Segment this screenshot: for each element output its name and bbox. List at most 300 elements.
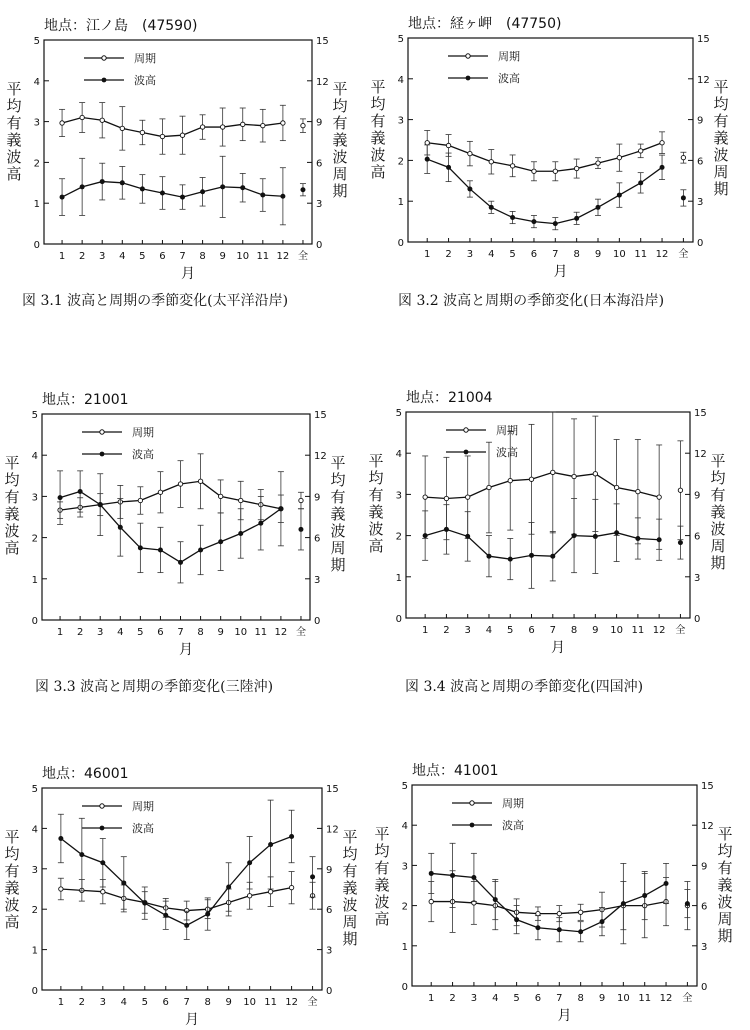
x-tick-label: 3 — [99, 251, 106, 262]
right-axis-label-char: 有 — [717, 859, 733, 877]
x-tick-label: 2 — [445, 249, 452, 260]
period-point — [218, 494, 222, 498]
x-tick-label: 4 — [488, 249, 495, 260]
left-tick-label: 4 — [31, 451, 38, 463]
height-point — [178, 560, 183, 565]
chart-panel-5 — [4, 765, 357, 1028]
right-tick-label: 3 — [326, 945, 333, 957]
left-axis-label-char: 有 — [4, 488, 20, 506]
x-tick-label: 10 — [610, 625, 623, 636]
right-tick-label: 3 — [314, 574, 321, 586]
period-point — [578, 910, 582, 914]
x-tick-label: 全 — [678, 249, 689, 260]
left-tick-label: 0 — [397, 238, 404, 249]
right-tick-label: 12 — [314, 451, 327, 463]
height-point — [160, 191, 165, 196]
left-axis-label-char: 平 — [368, 452, 384, 470]
height-point — [268, 842, 273, 847]
right-tick-label: 0 — [694, 614, 701, 625]
period-point — [299, 498, 303, 502]
left-tick-label: 5 — [395, 408, 402, 419]
figure-caption-3-1: 図 3.1 波高と周期の季節変化(太平洋沿岸) — [22, 293, 289, 309]
x-tick-label: 8 — [577, 993, 584, 1004]
x-tick-label: 1 — [428, 993, 435, 1004]
x-tick-label: 10 — [612, 249, 626, 260]
x-tick-label: 2 — [78, 997, 86, 1008]
right-axis-label-char: 期 — [330, 556, 346, 574]
plot-frame — [412, 785, 697, 986]
left-tick-label: 2 — [395, 531, 402, 543]
right-tick-label: 15 — [314, 410, 327, 421]
right-tick-label: 15 — [697, 34, 710, 45]
height-point — [600, 919, 605, 924]
height-point — [664, 881, 669, 886]
site-title: 地点：46001 — [42, 766, 129, 782]
period-point — [660, 141, 664, 145]
height-point — [60, 195, 65, 200]
right-axis-label-char: 有 — [332, 114, 348, 132]
height-point — [471, 875, 476, 880]
height-series-line — [61, 836, 292, 925]
left-axis-label-char: 均 — [368, 469, 384, 487]
right-tick-label: 0 — [697, 238, 704, 249]
height-point — [574, 216, 579, 221]
x-tick-label: 7 — [556, 993, 563, 1004]
x-tick-label: 1 — [58, 251, 66, 262]
x-tick-label: 3 — [464, 625, 471, 636]
period-point — [261, 123, 265, 127]
right-axis-label-char: 期 — [710, 554, 726, 572]
legend-period-marker — [100, 430, 104, 434]
right-tick-label: 0 — [701, 982, 708, 993]
height-point — [446, 165, 451, 170]
left-axis-label-char: 波 — [4, 522, 20, 540]
left-tick-label: 0 — [31, 986, 38, 997]
right-axis-label-char: 均 — [713, 95, 729, 113]
right-tick-label: 12 — [694, 449, 707, 461]
height-point — [660, 165, 665, 170]
left-tick-label: 1 — [401, 941, 408, 953]
height-point — [614, 530, 619, 535]
left-axis-label-char: 平 — [4, 828, 20, 846]
left-axis-label-char: 義 — [370, 129, 386, 147]
legend-period-label: 周期 — [502, 797, 524, 810]
figure-caption-3-2: 図 3.2 波高と周期の季節変化(日本海沿岸) — [398, 293, 665, 309]
right-axis-label-char: 周 — [332, 165, 348, 183]
height-point — [138, 545, 143, 550]
left-tick-label: 0 — [401, 982, 408, 993]
legend-height-marker — [466, 76, 471, 81]
period-point — [180, 133, 184, 137]
height-point — [289, 834, 294, 839]
height-point — [450, 873, 455, 878]
x-tick-label: 8 — [573, 249, 580, 260]
right-tick-label: 9 — [697, 115, 704, 127]
left-axis-label-char: 平 — [374, 825, 390, 843]
height-point — [508, 557, 513, 562]
left-axis-label-char: 平 — [4, 454, 20, 472]
legend-height-label: 波高 — [496, 446, 518, 459]
right-tick-label: 12 — [697, 74, 710, 86]
right-axis-label-char: 期 — [713, 180, 729, 198]
height-point — [300, 187, 305, 192]
right-axis-label-char: 波 — [717, 893, 733, 911]
x-axis-label: 月 — [181, 266, 195, 282]
left-tick-label: 4 — [31, 824, 38, 836]
right-tick-label: 12 — [316, 76, 329, 88]
right-tick-label: 3 — [701, 941, 708, 953]
legend-height-label: 波高 — [132, 822, 154, 835]
legend-period-marker — [464, 428, 468, 432]
left-tick-label: 4 — [401, 821, 408, 833]
left-tick-label: 1 — [395, 572, 402, 584]
height-point — [220, 184, 225, 189]
right-tick-label: 6 — [694, 531, 701, 543]
x-tick-label: 3 — [470, 993, 478, 1004]
height-point — [444, 527, 449, 532]
legend-height-label: 波高 — [134, 74, 156, 87]
x-axis-label: 月 — [551, 640, 565, 656]
x-tick-label: 5 — [141, 997, 148, 1008]
x-tick-label: 12 — [285, 997, 298, 1008]
legend-period-marker — [470, 801, 474, 805]
height-point — [593, 534, 598, 539]
x-tick-label: 8 — [204, 997, 211, 1008]
left-tick-label: 1 — [31, 574, 38, 586]
right-tick-label: 9 — [694, 490, 701, 502]
x-tick-label: 全 — [295, 627, 306, 638]
period-point — [198, 479, 202, 483]
x-tick-label: 7 — [183, 997, 190, 1008]
x-tick-label: 4 — [120, 997, 127, 1008]
period-point — [468, 151, 472, 155]
x-tick-label: 2 — [78, 251, 86, 262]
period-series-line — [61, 888, 292, 911]
left-tick-label: 5 — [401, 781, 408, 792]
period-point — [557, 911, 561, 915]
legend-period-marker — [466, 54, 470, 58]
left-axis-label-char: 有 — [374, 859, 390, 877]
x-tick-label: 3 — [466, 249, 474, 260]
height-point — [100, 860, 105, 865]
height-point — [550, 554, 555, 559]
height-point — [529, 553, 534, 558]
x-tick-label: 12 — [659, 993, 673, 1004]
right-axis-label-char: 波 — [330, 522, 346, 540]
period-series-line — [425, 472, 659, 498]
period-point — [200, 125, 204, 129]
x-tick-label: 1 — [424, 249, 431, 260]
chart-panel-1 — [6, 17, 347, 282]
x-tick-label: 10 — [243, 997, 257, 1008]
period-point — [446, 143, 450, 147]
right-tick-label: 0 — [314, 616, 321, 627]
site-title: 地点：21001 — [42, 392, 129, 408]
legend-period-label: 周期 — [496, 424, 518, 437]
period-point — [614, 485, 618, 489]
left-tick-label: 3 — [397, 115, 404, 127]
period-point — [178, 482, 182, 486]
left-tick-label: 3 — [31, 492, 38, 504]
x-tick-label: 10 — [234, 627, 248, 638]
right-axis-label-char: 均 — [710, 469, 726, 487]
period-point — [532, 169, 536, 173]
right-tick-label: 15 — [316, 36, 329, 47]
x-tick-label: 10 — [616, 993, 630, 1004]
left-tick-label: 0 — [395, 614, 402, 625]
left-axis-label-char: 均 — [370, 95, 386, 113]
right-axis-label-char: 平 — [342, 828, 358, 846]
right-axis-label-char: 周 — [342, 913, 358, 931]
period-point — [220, 125, 224, 129]
period-point — [444, 496, 448, 500]
right-axis-label-char: 平 — [332, 80, 348, 98]
x-tick-label: 12 — [655, 249, 669, 260]
figure-caption-3-4: 図 3.4 波高と周期の季節変化(四国沖) — [405, 679, 644, 695]
x-tick-label: 11 — [254, 627, 268, 638]
height-point — [120, 180, 125, 185]
x-tick-label: 11 — [638, 993, 652, 1004]
x-tick-label: 9 — [219, 251, 226, 262]
height-point — [553, 221, 558, 226]
height-point — [198, 547, 203, 552]
period-point — [574, 166, 578, 170]
period-point — [572, 474, 576, 478]
legend-period-label: 周期 — [132, 800, 154, 813]
height-point — [678, 540, 683, 545]
height-point — [425, 157, 430, 162]
period-point — [636, 489, 640, 493]
height-point — [429, 871, 434, 876]
right-axis-label-char: 有 — [713, 112, 729, 130]
left-tick-label: 3 — [33, 117, 40, 129]
height-point — [467, 186, 472, 191]
height-point — [621, 901, 626, 906]
period-point — [301, 123, 305, 127]
x-tick-label: 4 — [119, 251, 126, 262]
left-axis-label-char: 平 — [6, 80, 22, 98]
height-point — [200, 189, 205, 194]
x-tick-label: 6 — [157, 627, 164, 638]
x-tick-label: 11 — [631, 625, 645, 636]
period-point — [593, 472, 597, 476]
left-axis-label-char: 高 — [374, 910, 390, 928]
left-tick-label: 2 — [401, 901, 408, 913]
period-point — [268, 889, 272, 893]
legend-height-label: 波高 — [502, 819, 524, 832]
period-point — [681, 155, 685, 159]
x-tick-label: 6 — [530, 249, 538, 260]
period-point — [100, 118, 104, 122]
height-point — [681, 195, 686, 200]
height-point — [510, 215, 515, 220]
right-axis-label-char: 波 — [710, 520, 726, 538]
right-tick-label: 15 — [694, 408, 707, 419]
x-tick-label: 全 — [297, 251, 308, 262]
period-point — [465, 495, 469, 499]
legend-period-label: 周期 — [498, 50, 520, 63]
left-axis-label-char: 均 — [374, 842, 390, 860]
height-point — [310, 874, 315, 879]
left-axis-label-char: 高 — [4, 913, 20, 931]
plot-frame — [408, 38, 693, 242]
site-title: 地点：41001 — [412, 763, 499, 779]
x-tick-label: 11 — [634, 249, 648, 260]
period-point — [247, 894, 251, 898]
x-tick-label: 9 — [225, 997, 232, 1008]
period-point — [529, 477, 533, 481]
period-point — [160, 134, 164, 138]
right-tick-label: 15 — [326, 784, 339, 795]
period-series-line — [62, 118, 283, 137]
height-point — [184, 923, 189, 928]
x-tick-label: 5 — [513, 993, 520, 1004]
left-tick-label: 2 — [31, 533, 38, 545]
period-point — [281, 121, 285, 125]
height-point — [58, 836, 63, 841]
left-tick-label: 4 — [397, 74, 404, 86]
right-axis-label-char: 周 — [717, 910, 733, 928]
legend-height-marker — [102, 78, 107, 83]
height-point — [596, 205, 601, 210]
left-tick-label: 3 — [401, 861, 408, 873]
left-tick-label: 4 — [33, 76, 40, 88]
height-point — [685, 901, 690, 906]
x-tick-label: 6 — [528, 625, 535, 636]
right-axis-label-char: 有 — [342, 862, 358, 880]
height-point — [58, 495, 63, 500]
right-axis-label-char: 義 — [710, 503, 726, 521]
period-point — [617, 155, 621, 159]
x-tick-label: 全 — [675, 625, 686, 636]
period-point — [487, 485, 491, 489]
x-tick-label: 全 — [307, 997, 318, 1008]
right-tick-label: 0 — [326, 986, 333, 997]
left-axis-label-char: 有 — [370, 112, 386, 130]
right-axis-label-char: 平 — [717, 825, 733, 843]
right-axis-label-char: 義 — [342, 879, 358, 897]
legend-period-marker — [102, 56, 106, 60]
period-point — [241, 122, 245, 126]
left-axis-label-char: 高 — [368, 537, 384, 555]
left-axis-label-char: 高 — [4, 539, 20, 557]
height-point — [531, 219, 536, 224]
figure-caption-3-3: 図 3.3 波高と周期の季節変化(三陸沖) — [35, 679, 274, 695]
period-point — [510, 164, 514, 168]
left-tick-label: 2 — [33, 158, 40, 170]
site-title: 地点：江ノ島 (47590) — [44, 18, 198, 34]
left-tick-label: 0 — [31, 616, 38, 627]
left-tick-label: 2 — [31, 905, 38, 917]
period-point — [596, 161, 600, 165]
right-axis-label-char: 期 — [332, 182, 348, 200]
right-axis-label-char: 平 — [330, 454, 346, 472]
left-axis-label-char: 均 — [4, 845, 20, 863]
height-point — [98, 502, 103, 507]
height-point — [180, 195, 185, 200]
height-point — [79, 852, 84, 857]
height-point — [280, 194, 285, 199]
height-series-line — [425, 529, 659, 559]
period-point — [158, 490, 162, 494]
x-tick-label: 1 — [56, 627, 64, 638]
period-point — [508, 478, 512, 482]
x-tick-label: 5 — [139, 251, 146, 262]
x-tick-label: 3 — [99, 997, 107, 1008]
x-tick-label: 9 — [217, 627, 224, 638]
left-tick-label: 0 — [33, 240, 40, 251]
period-point — [657, 495, 661, 499]
legend-height-label: 波高 — [132, 448, 154, 461]
period-point — [489, 160, 493, 164]
height-point — [226, 884, 231, 889]
x-tick-label: 11 — [256, 251, 270, 262]
legend-height-label: 波高 — [498, 72, 520, 85]
right-axis-label-char: 義 — [332, 131, 348, 149]
right-axis-label-char: 周 — [330, 539, 346, 557]
x-tick-label: 7 — [179, 251, 186, 262]
x-tick-label: 8 — [199, 251, 206, 262]
right-axis-label-char: 義 — [717, 876, 733, 894]
x-tick-label: 7 — [552, 249, 559, 260]
height-point — [163, 913, 168, 918]
left-axis-label-char: 有 — [6, 114, 22, 132]
right-tick-label: 9 — [314, 492, 321, 504]
left-axis-label-char: 義 — [4, 505, 20, 523]
x-tick-label: 2 — [443, 625, 450, 636]
right-axis-label-char: 波 — [342, 896, 358, 914]
left-tick-label: 2 — [397, 156, 404, 168]
chart-panel-2 — [370, 15, 728, 280]
x-tick-label: 3 — [97, 627, 104, 638]
period-point — [140, 130, 144, 134]
left-tick-label: 5 — [31, 784, 38, 795]
right-axis-label-char: 波 — [713, 146, 729, 164]
left-axis-label-char: 波 — [374, 893, 390, 911]
right-axis-label-char: 有 — [710, 486, 726, 504]
x-tick-label: 8 — [570, 625, 578, 636]
height-point — [218, 539, 223, 544]
x-tick-label: 10 — [236, 251, 250, 262]
right-tick-label: 12 — [701, 821, 714, 833]
left-axis-label-char: 均 — [6, 97, 22, 115]
height-point — [657, 537, 662, 542]
x-tick-label: 7 — [549, 625, 556, 636]
right-tick-label: 6 — [701, 901, 708, 913]
height-point — [247, 860, 252, 865]
x-tick-label: 5 — [137, 627, 144, 638]
period-point — [551, 470, 555, 474]
right-tick-label: 15 — [701, 781, 714, 792]
height-point — [298, 527, 303, 532]
left-axis-label-char: 有 — [368, 486, 384, 504]
right-tick-label: 9 — [326, 864, 333, 876]
x-tick-label: 1 — [421, 625, 429, 636]
period-point — [138, 498, 142, 502]
x-tick-label: 4 — [117, 627, 124, 638]
left-axis-label-char: 義 — [374, 876, 390, 894]
left-axis-label-char: 波 — [368, 520, 384, 538]
site-title: 地点：経ヶ岬 (47750) — [408, 16, 562, 32]
height-point — [617, 193, 622, 198]
height-point — [142, 901, 147, 906]
right-tick-label: 6 — [316, 158, 323, 170]
period-point — [423, 495, 427, 499]
height-point — [514, 917, 519, 922]
legend-period-label: 周期 — [134, 52, 156, 65]
legend-height-marker — [464, 450, 469, 455]
legend-period-marker — [100, 804, 104, 808]
